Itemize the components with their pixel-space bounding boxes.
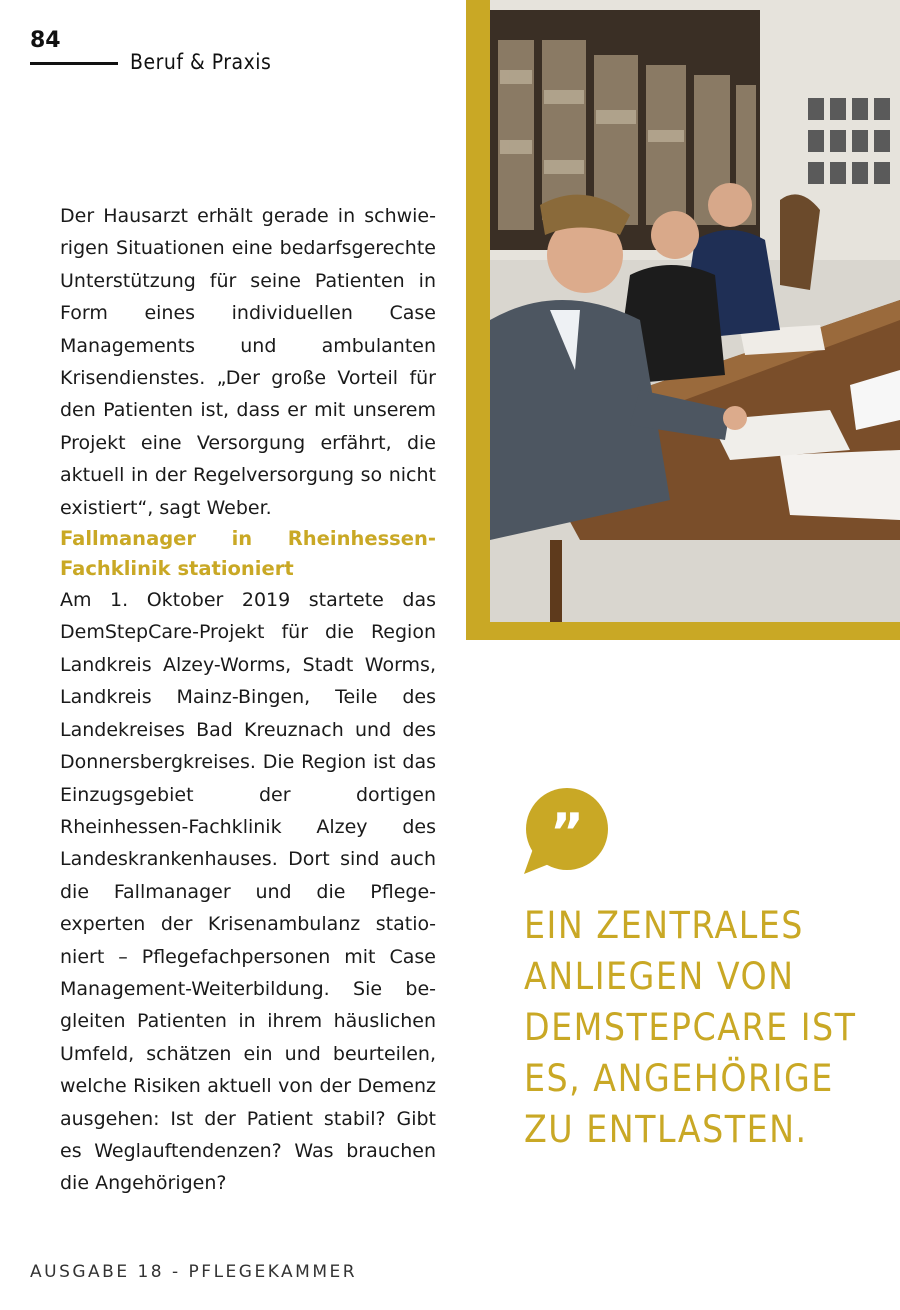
quote-bubble-icon	[522, 788, 610, 874]
pull-quote-line: ANLIEGEN VON	[524, 955, 795, 998]
signing-photo	[490, 0, 900, 622]
pull-quote	[524, 900, 884, 1155]
page-number: 84	[30, 28, 61, 53]
paragraph-body: Am 1. Oktober 2019 startete das DemStepCare-Projekt für die Region Landkreis Alzey-Worms, Stadt Worms, Landkreis Mainz-Bingen, Teile des Landekreises Bad Kreuznach und des Donnersbergkreises. Die Region ist das Einzugsgebiet der dortigen Rheinhessen-Fachklinik Alzey des Landeskrankenhauses. Dort sind auch die Fallmanager und die Pflegeexperten der Krisenambulanz stationiert – Pflegefachpersonen mit Case Management-Weiterbildung. Sie begleiten Patienten in ihrem häuslichen Umfeld, schätzen ein und beurteilen, welche Risiken aktuell von der Demenz ausgehen: Ist der Patient stabil? Gibt es Weglauftendenzen? Was brauchen die Angehörigen?	[60, 589, 436, 1195]
section-title: Beruf & Praxis	[130, 50, 272, 74]
article-column	[60, 200, 436, 1200]
pull-quote-line: ZU ENTLASTEN.	[524, 1108, 808, 1151]
svg-text:”: ”	[549, 803, 585, 863]
subheading: Fallmanager in Rheinhessen-Fachklinik stationiert	[60, 527, 436, 581]
footer-issue: AUSGABE 18 - PFLEGEKAMMER	[30, 1262, 358, 1282]
pull-quote-line: EIN ZENTRALES	[524, 904, 804, 947]
pull-quote-line: DEMSTEPCARE IST	[524, 1006, 857, 1049]
paragraph-intro: Der Hausarzt erhält gerade in schwierigen Situationen eine bedarfsgerechte Unterstützung für seine Patienten in Form eines individuellen Case Managements und ambulanten Krisendienstes. „Der große Vorteil für den Patienten ist, dass er mit unserem Projekt eine Versorgung erfährt, die aktuell in der Regelversorgung so nicht existiert“, sagt Weber.	[60, 205, 436, 519]
header-rule	[30, 62, 118, 65]
pull-quote-line: ES, ANGEHÖRIGE	[524, 1057, 834, 1100]
photo-frame	[466, 0, 900, 640]
